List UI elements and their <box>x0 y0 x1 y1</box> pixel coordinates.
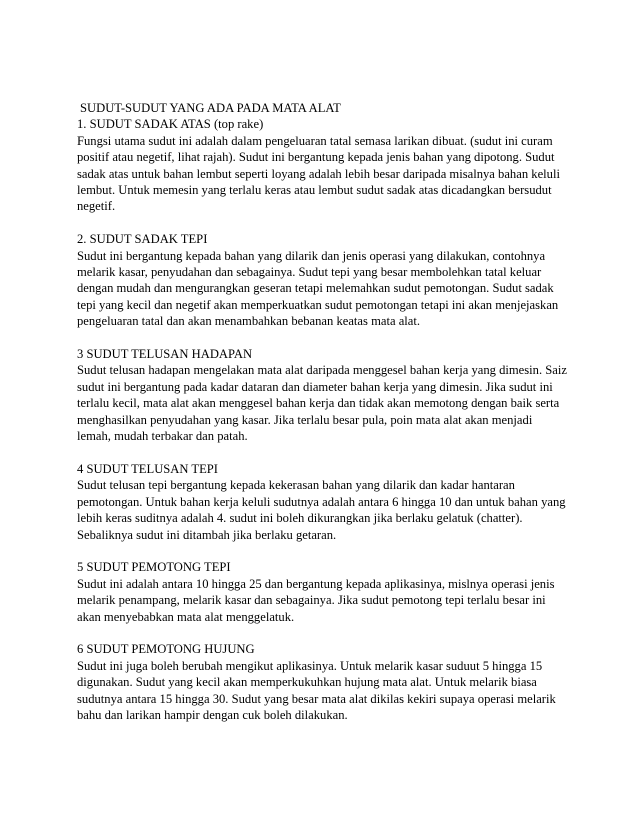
section-body: Sudut ini adalah antara 10 hingga 25 dan bergantung kepada aplikasinya, mislnya operasi jenis melarik penampang, melarik kasar dan sebagainya. Jika sudut pemotong tepi terlalu besar ini akan menyebabkan mata alat menggelatuk. <box>77 576 555 624</box>
section-top-rake <box>77 116 567 214</box>
section-body: Sudut ini bergantung kepada bahan yang dilarik dan jenis operasi yang dilakukan, contohnya melarik kasar, penyudahan dan sebagainya. Sudut tepi yang besar membolehkan tatal keluar dengan mudah dan mengurangkan geseran tetapi melemahkan sudut pemotongan. Sudut sadak tepi yang kecil dan negetif akan memperkuatkan sudut pemotongan tetapi ini akan menjejaskan pengeluaran tatal dan akan menambahkan bebanan keatas mata alat. <box>77 248 559 329</box>
section-heading: 2. SUDUT SADAK TEPI <box>77 232 208 247</box>
section-body: Fungsi utama sudut ini adalah dalam pengeluaran tatal semasa larikan dibuat. (sudut ini curam positif atau negetif, lihat rajah). Sudut ini bergantung kepada jenis bahan yang dipotong. Sudut sadak atas untuk bahan lembut seperti loyang adalah lebih besar daripada misalnya bahan keluli lembut. Untuk memesin yang terlalu keras atau lembut sudut sadak atas dicadangkan bersudut negetif. <box>77 133 560 214</box>
section-heading: 4 SUDUT TELUSAN TEPI <box>77 461 218 476</box>
section-front-clearance <box>77 346 567 444</box>
section-body: Sudut ini juga boleh berubah mengikut aplikasinya. Untuk melarik kasar suduut 5 hingga 15 digunakan. Sudut yang kecil akan memperkukuhkan hujung mata alat. Untuk melarik biasa sudutnya antara 15 hingga 30. Sudut yang besar mata alat dikilas kekiri supaya operasi melarik bahu dan larikan hampir dengan cuk boleh dilakukan. <box>77 658 556 722</box>
section-heading: 1. SUDUT SADAK ATAS (top rake) <box>77 117 264 132</box>
section-heading: 6 SUDUT PEMOTONG HUJUNG <box>77 642 255 657</box>
section-body: Sudut telusan hadapan mengelakan mata alat daripada menggesel bahan kerja yang dimesin. Saiz sudut ini bergantung pada kadar dataran dan diameter bahan kerja yang dimesin. Jika sudut ini terlalu kecil, mata alat akan menggesel bahan kerja dan tidak akan memotong dengan baik serta menghasilkan penyudahan yang kasar. Jika terlalu besar pula, poin mata alat akan menjadi lemah, mudah terbakar dan patah. <box>77 363 567 444</box>
section-heading: 5 SUDUT PEMOTONG TEPI <box>77 560 231 575</box>
document-title: SUDUT-SUDUT YANG ADA PADA MATA ALAT <box>80 101 341 115</box>
section-body: Sudut telusan tepi bergantung kepada kekerasan bahan yang dilarik dan kadar hantaran pemotongan. Untuk bahan kerja keluli sudutnya adalah antara 6 hingga 10 dan untuk bahan yang lebih keras suditnya adalah 4. sudut ini boleh dikurangkan jika berlaku gelatuk (chatter). Sebaliknya sudut ini ditambah jika berlaku getaran. <box>77 478 566 542</box>
section-end-cutting-edge <box>77 641 567 723</box>
section-heading: 3 SUDUT TELUSAN HADAPAN <box>77 347 253 362</box>
section-side-cutting-edge <box>77 559 567 625</box>
section-side-clearance <box>77 461 567 543</box>
section-side-rake <box>77 231 567 329</box>
document-content <box>77 100 567 740</box>
